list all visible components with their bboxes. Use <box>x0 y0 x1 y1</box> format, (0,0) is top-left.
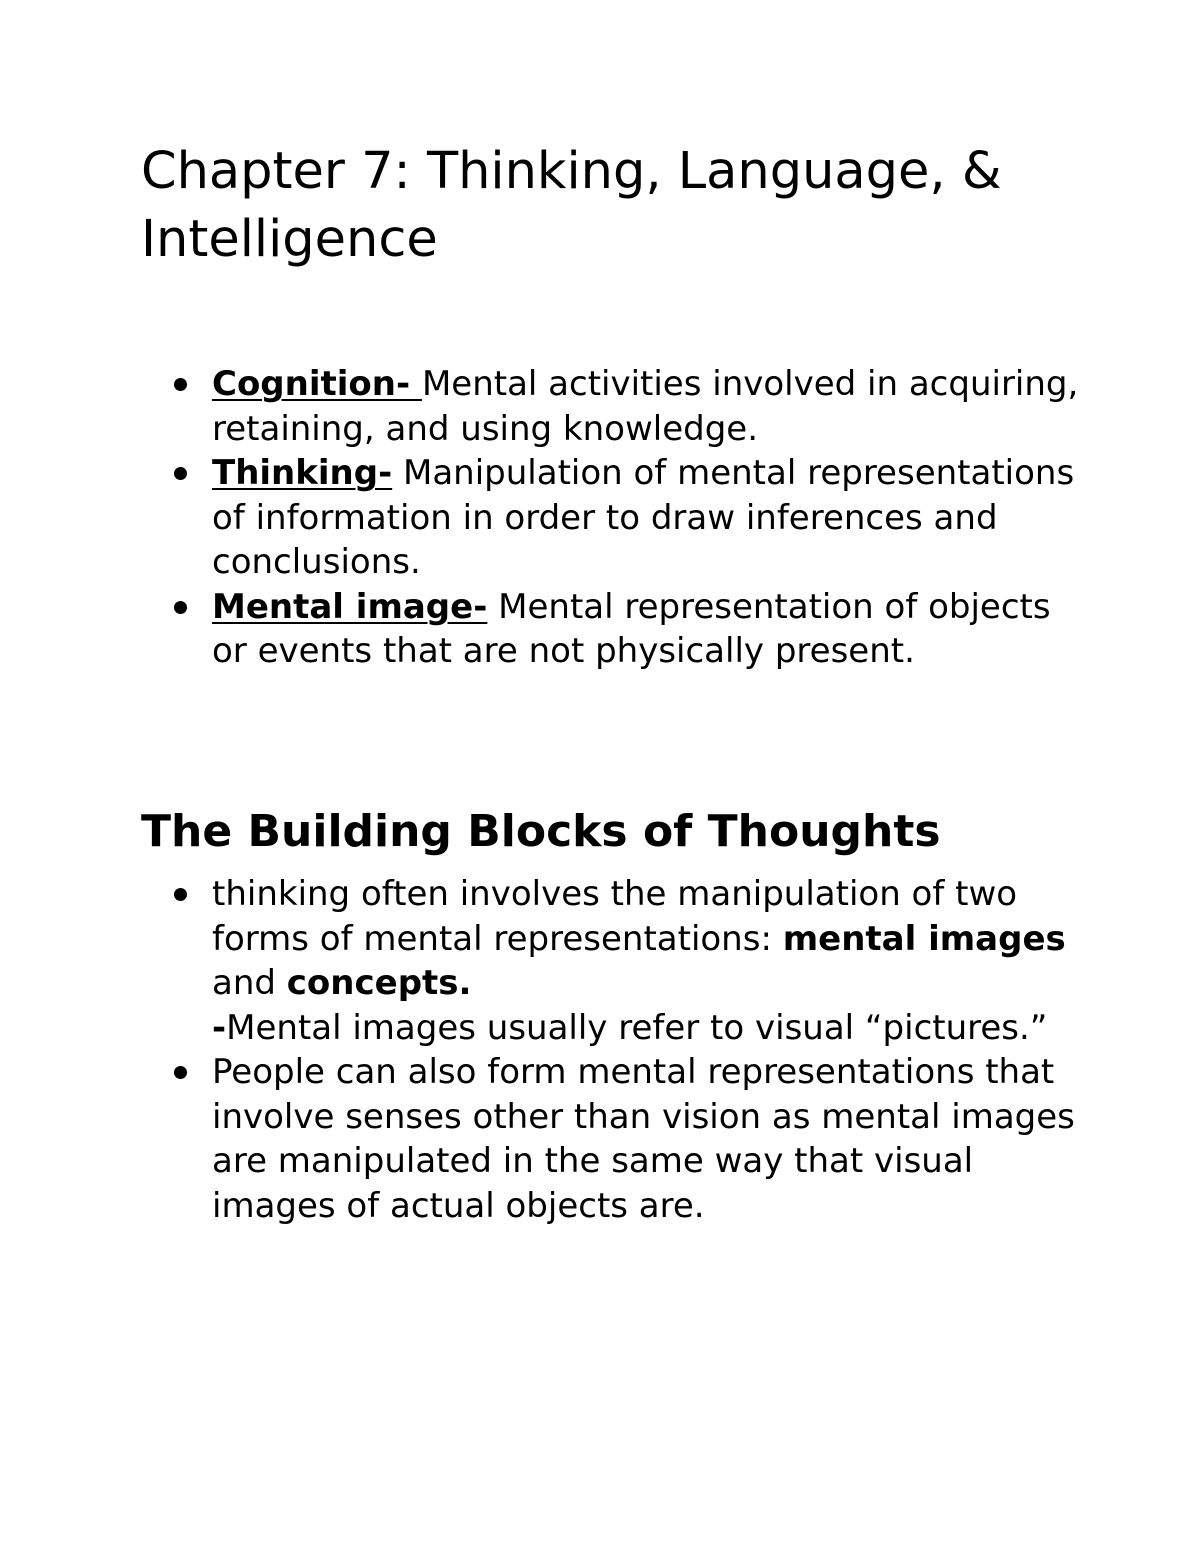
list-item <box>212 872 1092 1050</box>
bullet-icon <box>174 888 187 901</box>
definition-term: Thinking- <box>212 453 393 493</box>
definition-text: Mental representation of objects or events that are not physically present. <box>212 586 1051 671</box>
chapter-title: Chapter 7: Thinking, Language, & Intelligence <box>141 142 1002 269</box>
dash-mark: - <box>212 1007 227 1048</box>
item-text: and <box>212 963 287 1003</box>
bullet-icon <box>174 378 187 391</box>
bold-term-mental-images: mental images <box>782 918 1066 959</box>
section-heading: The Building Blocks of Thoughts <box>141 806 941 857</box>
section-list <box>212 872 1092 1228</box>
bullet-icon <box>174 601 187 614</box>
definition-text: Manipulation of mental representations of information in order to draw inferences and conclusions. <box>212 453 1075 582</box>
item-text: People can also form mental representations that involve senses other than vision as mental images are manipulated in the same way that visual images of actual objects are. <box>212 1052 1075 1226</box>
list-item <box>212 451 1092 585</box>
list-item <box>212 362 1092 451</box>
definition-term: Cognition- <box>212 364 422 404</box>
bullet-icon <box>174 467 187 480</box>
definition-term: Mental image- <box>212 586 488 627</box>
definitions-list <box>212 362 1092 674</box>
list-item <box>212 1050 1092 1228</box>
sub-note <box>212 1006 1092 1051</box>
list-item <box>212 585 1092 674</box>
definition-text: Mental activities involved in acquiring, retaining, and using knowledge. <box>212 364 1079 449</box>
item-text: thinking often involves the manipulation of two forms of mental representations: <box>212 874 1018 959</box>
sub-note-text: Mental images usually refer to visual “pictures.” <box>226 1007 1048 1048</box>
bold-term-concepts: concepts. <box>286 963 472 1003</box>
bullet-icon <box>174 1066 187 1079</box>
